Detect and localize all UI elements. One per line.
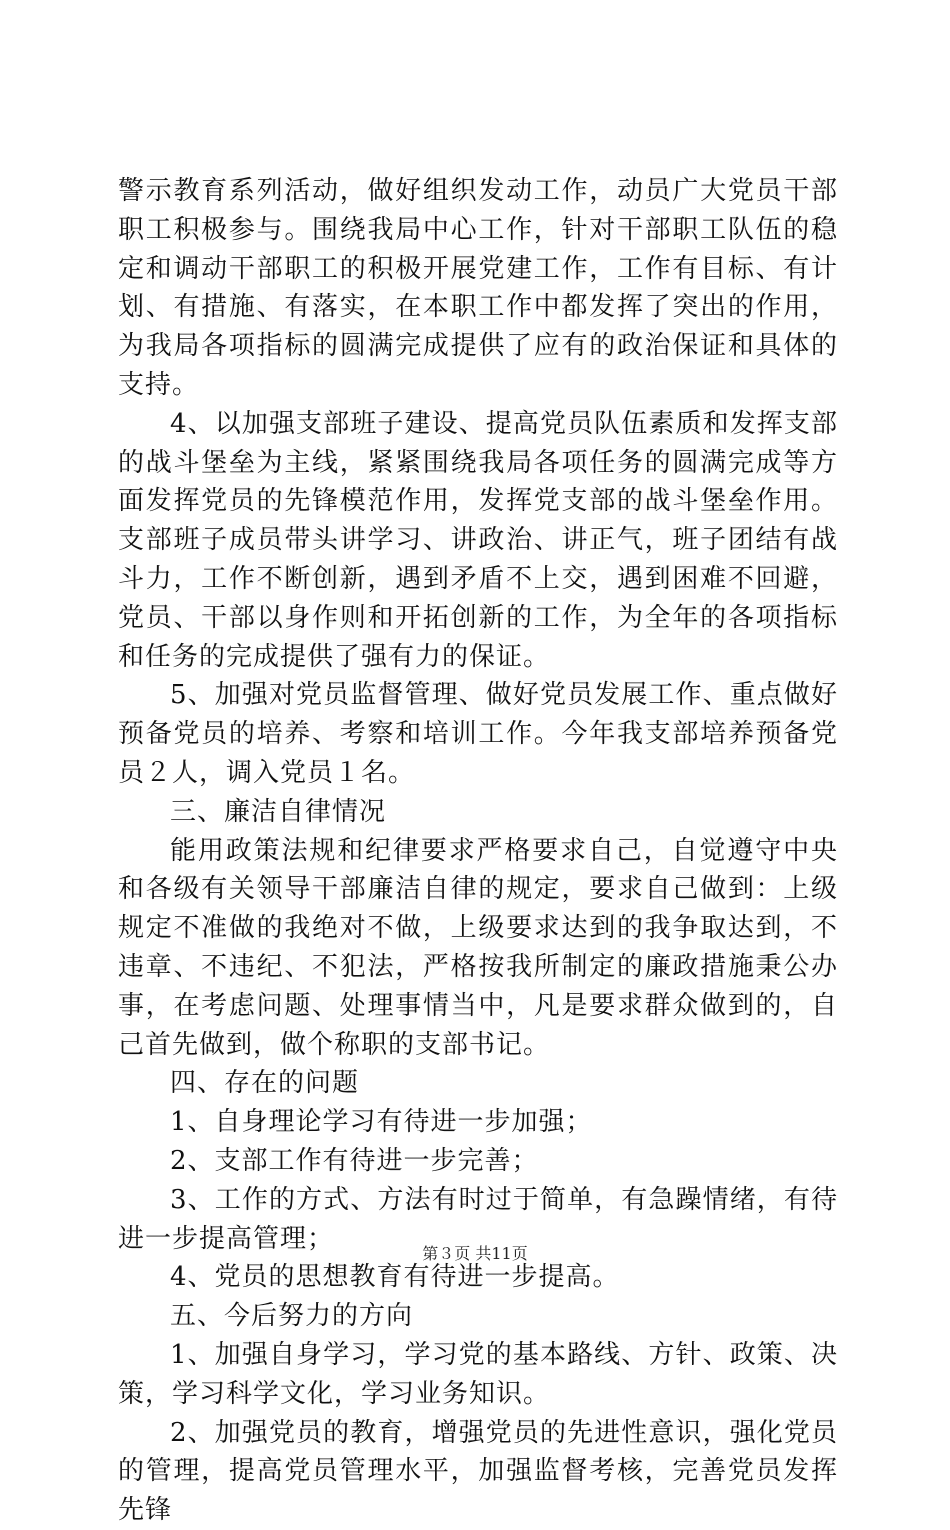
- list-item: 4、党员的思想教育有待进一步提高。: [170, 1262, 620, 1293]
- list-item: 1、加强自身学习，学习党的基本路线、方针、政策、决策，学习科学文化，学习业务知识。: [118, 1339, 838, 1409]
- paragraph: 4、以加强支部班子建设、提高党员队伍素质和发挥支部的战斗堡垒为主线，紧紧围绕我局各项任务的圆满完成等方面发挥党员的先锋模范作用，发挥党支部的战斗堡垒作用。支部班子成员带头讲学习、讲政治、讲正气，班子团结有战斗力，工作不断创新，遇到矛盾不上交，遇到困难不回避，党员、干部以身作则和开拓创新的工作，为全年的各项指标和任务的完成提供了强有力的保证。: [118, 408, 838, 672]
- list-item: 2、支部工作有待进一步完善；: [170, 1145, 539, 1176]
- list-item: 2、加强党员的教育，增强党员的先进性意识，强化党员的管理，提高党员管理水平，加强监督考核，完善党员发挥先锋: [118, 1417, 838, 1526]
- paragraph: 5、加强对党员监督管理、做好党员发展工作、重点做好预备党员的培养、考察和培训工作。今年我支部培养预备党员２人，调入党员１名。: [118, 680, 838, 788]
- paragraph: 警示教育系列活动，做好组织发动工作，动员广大党员干部职工积极参与。围绕我局中心工作，针对干部职工队伍的稳定和调动干部职工的积极开展党建工作，工作有目标、有计划、有措施、有落实，在本职工作中都发挥了突出的作用，为我局各项指标的圆满完成提供了应有的政治保证和具体的支持。: [118, 176, 838, 400]
- section-heading: 三、廉洁自律情况: [170, 796, 387, 827]
- paragraph: 能用政策法规和纪律要求严格要求自己，自觉遵守中央和各级有关领导干部廉洁自律的规定，要求自己做到：上级规定不准做的我绝对不做，上级要求达到的我争取达到，不违章、不违纪、不犯法，严格按我所制定的廉政措施秉公办事，在考虑问题、处理事情当中，凡是要求群众做到的，自己首先做到，做个称职的支部书记。: [118, 835, 838, 1060]
- page-number-footer: 第３页 共11页: [422, 1244, 528, 1263]
- list-item: 3、工作的方式、方法有时过于简单，有急躁情绪，有待进一步提高管理；: [118, 1184, 838, 1254]
- document-body: [118, 172, 838, 1530]
- list-item: 1、自身理论学习有待进一步加强；: [170, 1107, 593, 1138]
- section-heading: 五、今后努力的方向: [170, 1301, 414, 1332]
- section-heading: 四、存在的问题: [170, 1068, 360, 1099]
